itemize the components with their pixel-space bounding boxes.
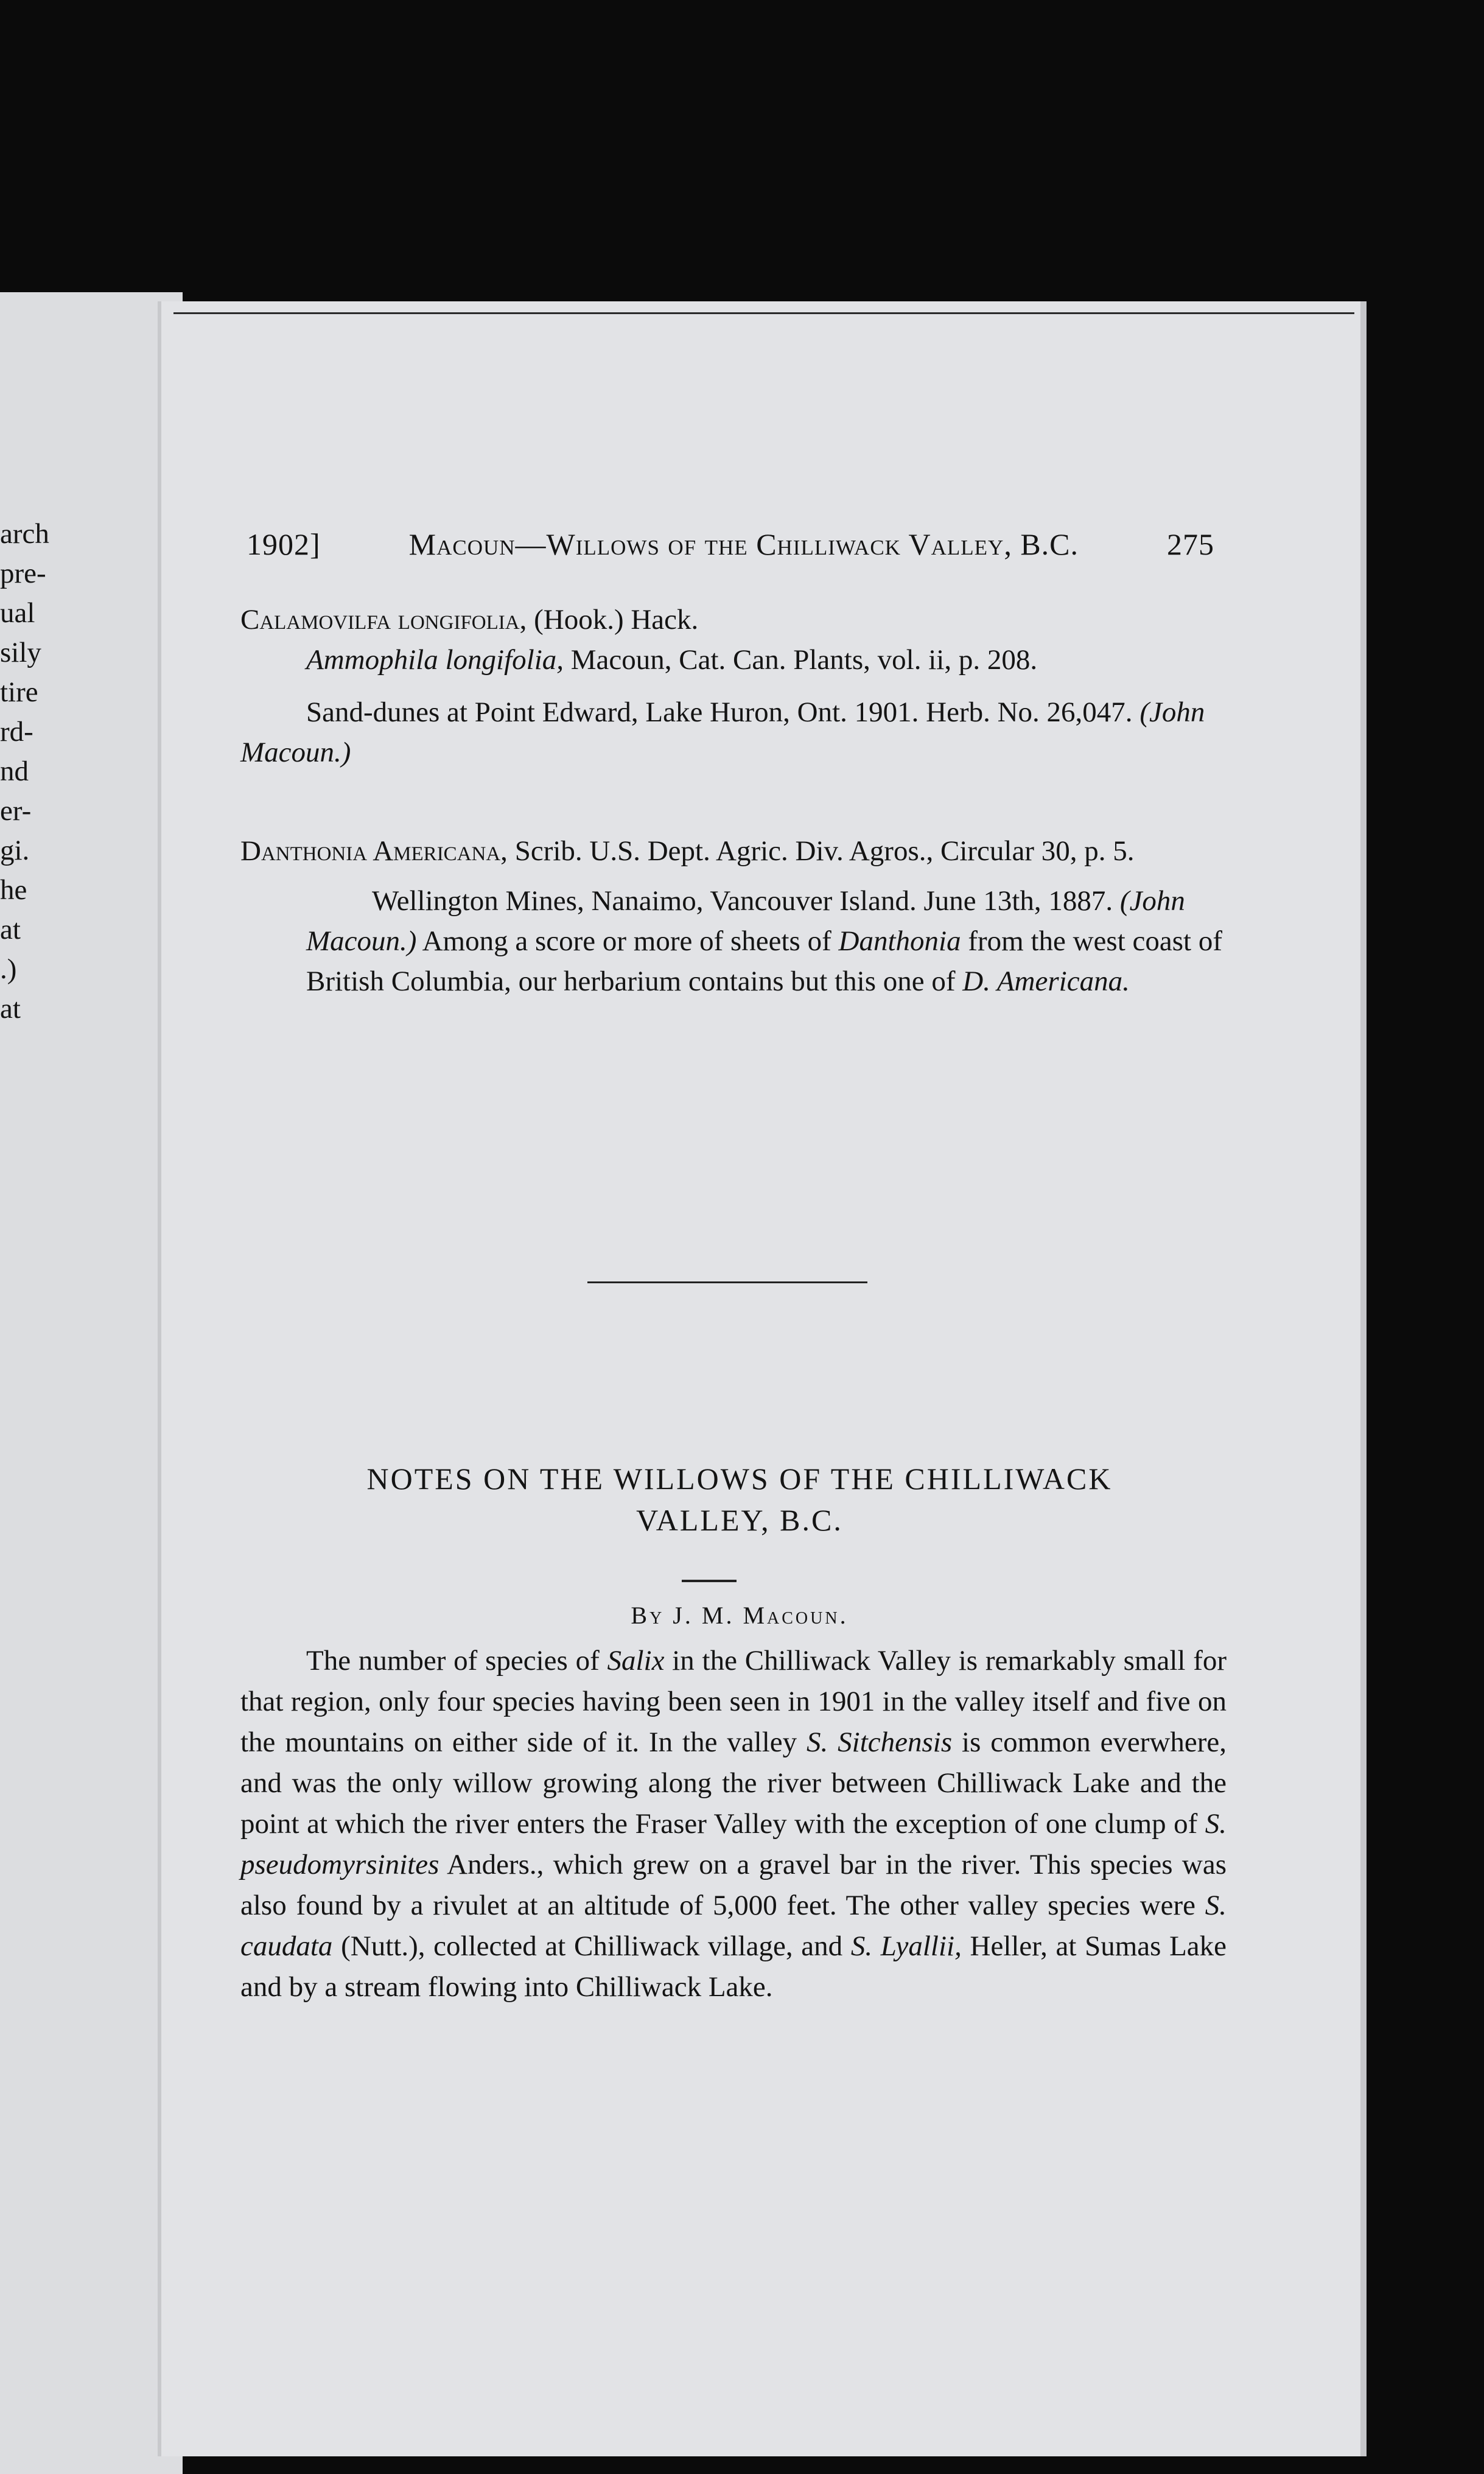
species-name: S. caudata bbox=[240, 1890, 1227, 1962]
body-text: Heller, at Sumas Lake and by a stream flowing into Chilliwack Lake. bbox=[240, 1930, 1227, 2003]
entry-calamovilfa bbox=[240, 600, 1227, 773]
page-top-rule bbox=[173, 312, 1354, 314]
note-genus: Danthonia bbox=[838, 925, 961, 957]
margin-fragment: arch bbox=[0, 518, 49, 550]
species-authority: Scrib. U.S. Dept. Agric. Div. Agros., Circular 30, p. 5. bbox=[514, 835, 1135, 867]
body-text: in the Chilliwack Valley is remarkably small for that region, only four species having been seen in 1901 in the valley itself and five on the mountains on either side of it. In the valley bbox=[240, 1645, 1227, 1758]
margin-fragment: .) bbox=[0, 953, 17, 985]
running-head bbox=[247, 527, 1214, 562]
page-right-edge bbox=[1360, 301, 1367, 2456]
margin-fragment: rd- bbox=[0, 716, 33, 748]
margin-fragment: at bbox=[0, 914, 21, 945]
running-head-title: Macoun—Willows of the Chilliwack Valley, B.C. bbox=[408, 527, 1079, 561]
body-text: The number of species of bbox=[306, 1645, 600, 1677]
article-title-line: NOTES ON THE WILLOWS OF THE CHILLIWACK bbox=[366, 1462, 1113, 1496]
species-authority: (Hook.) Hack. bbox=[534, 604, 699, 636]
specimen-record: Wellington Mines, Nanaimo, Vancouver Island. June 13th, 1887. bbox=[372, 885, 1113, 917]
article-title bbox=[247, 1458, 1233, 1541]
specimen-record: Sand-dunes at Point Edward, Lake Huron, Ont. 1901. Herb. No. 26,047. bbox=[306, 696, 1133, 728]
note-text: Among a score or more of sheets of bbox=[422, 925, 831, 957]
margin-fragment: sily bbox=[0, 637, 41, 668]
margin-fragment: at bbox=[0, 993, 21, 1025]
entry-danthonia bbox=[240, 831, 1227, 1001]
running-head-year: 1902] bbox=[247, 527, 321, 561]
margin-fragment: tire bbox=[0, 676, 38, 708]
body-text: Anders., which grew on a gravel bar in the river. This species was also found by a rivulet at an altitude of 5,000 feet. The other valley species were bbox=[240, 1849, 1227, 1921]
page-number: 275 bbox=[1167, 527, 1214, 561]
collector: (John Macoun.) bbox=[306, 885, 1185, 957]
margin-fragment: he bbox=[0, 874, 27, 906]
note-text: from the west coast of British Columbia, our herbarium contains but this one of bbox=[306, 925, 1222, 997]
genus-name: Salix bbox=[607, 1645, 665, 1677]
body-text: is common everwhere, and was the only willow growing along the river between Chilliwack Lake and the point at which the river enters the Fraser Valley with the exception of one clump of bbox=[240, 1726, 1227, 1840]
collector: (John Macoun.) bbox=[240, 696, 1205, 768]
species-name: S. Sitchensis bbox=[807, 1726, 953, 1758]
article-title-line: VALLEY, B.C. bbox=[636, 1503, 843, 1537]
margin-fragment: gi. bbox=[0, 835, 30, 866]
previous-page-text-fragments bbox=[0, 514, 122, 1029]
species-name: S. Lyallii, bbox=[850, 1930, 962, 1962]
body-text: (Nutt.), collected at Chilliwack village, and bbox=[341, 1930, 843, 1962]
margin-fragment: er- bbox=[0, 795, 32, 827]
species-name: S. pseudomyrsinites bbox=[240, 1808, 1227, 1880]
margin-fragment: ual bbox=[0, 597, 35, 629]
article-body bbox=[240, 1641, 1227, 2008]
note-species: D. Americana. bbox=[962, 965, 1130, 997]
margin-fragment: nd bbox=[0, 755, 29, 787]
species-name: Calamovilfa longifolia, bbox=[240, 604, 527, 636]
species-name: Danthonia Americana, bbox=[240, 835, 508, 867]
margin-fragment: pre- bbox=[0, 558, 46, 589]
title-rule bbox=[682, 1580, 737, 1582]
synonym-citation: Macoun, Cat. Can. Plants, vol. ii, p. 208. bbox=[570, 644, 1038, 676]
synonym-name: Ammophila longifolia, bbox=[306, 644, 564, 676]
section-divider bbox=[587, 1281, 867, 1283]
book-page bbox=[161, 301, 1367, 2456]
byline: By J. M. Macoun. bbox=[631, 1602, 849, 1629]
